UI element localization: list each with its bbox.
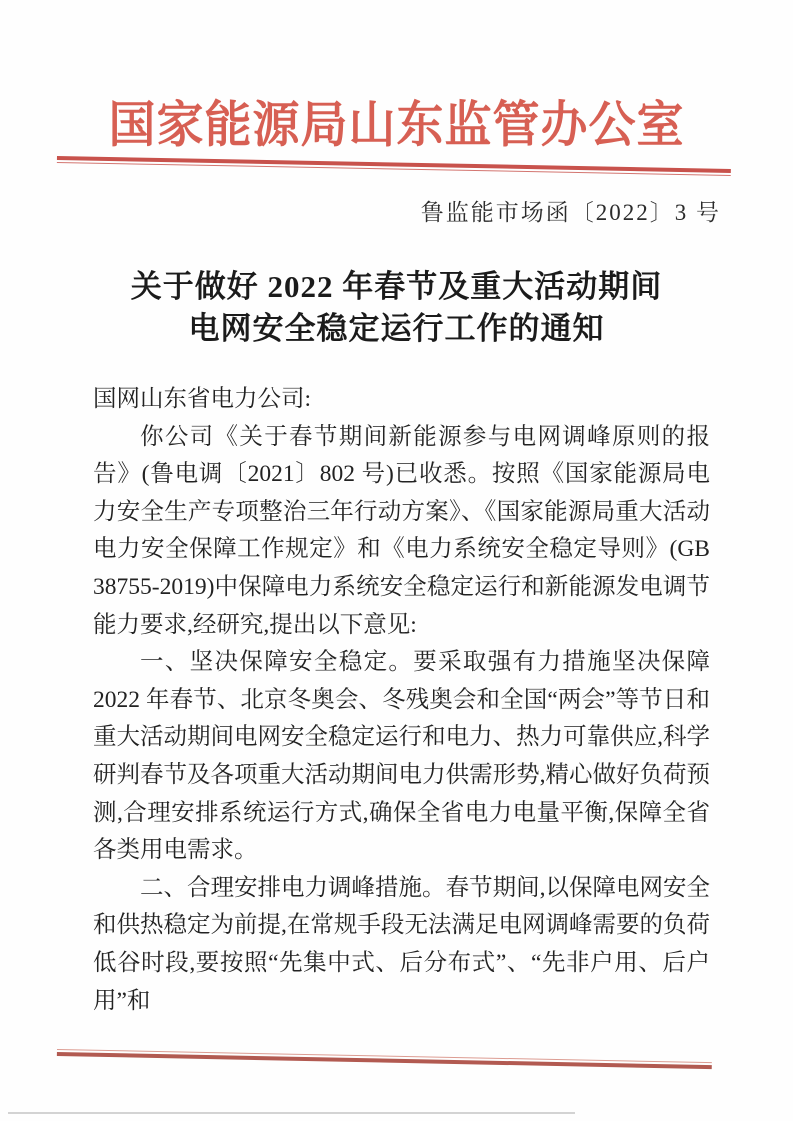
document-body bbox=[93, 381, 710, 1020]
title-line-1: 关于做好 2022 年春节及重大活动期间 bbox=[130, 269, 663, 304]
scan-edge-artifact bbox=[8, 1112, 575, 1114]
paragraph-intro: 你公司《关于春节期间新能源参与电网调峰原则的报告》(鲁电调〔2021〕802 号)已收悉。按照《国家能源局电力安全生产专项整治三年行动方案》、《国家能源局重大活动电力安全保障工作规定》和《电力系统安全稳定导则》(GB 38755-2019)中保障电力系统安全稳定运行和新能源发电调节能力要求,经研究,提出以下意见: bbox=[93, 423, 710, 638]
agency-masthead: 国家能源局山东监管办公室 bbox=[108, 98, 685, 154]
title-line-2: 电网安全稳定运行工作的通知 bbox=[188, 311, 605, 346]
header-rule bbox=[57, 156, 731, 176]
addressee-line: 国网山东省电力公司: bbox=[93, 386, 312, 412]
paragraph-item-1: 一、坚决保障安全稳定。要采取强有力措施坚决保障 2022 年春节、北京冬奥会、冬残奥会和全国“两会”等节日和重大活动期间电网安全稳定运行和电力、热力可靠供应,科学研判春节及各项重大活动期间电力供需形势,精心做好负荷预测,合理安排系统运行方式,确保全省电力电量平衡,保障全省各类用电需求。 bbox=[93, 649, 710, 864]
footer-rule bbox=[57, 1049, 712, 1069]
doc-reference-number: 鲁监能市场函〔2022〕3 号 bbox=[420, 200, 721, 225]
paragraph-item-2: 二、合理安排电力调峰措施。春节期间,以保障电网安全和供热稳定为前提,在常规手段无法满足电网调峰需要的负荷低谷时段,要按照“先集中式、后分布式”、“先非户用、后户用”和 bbox=[93, 874, 710, 1014]
document-title bbox=[0, 266, 793, 350]
